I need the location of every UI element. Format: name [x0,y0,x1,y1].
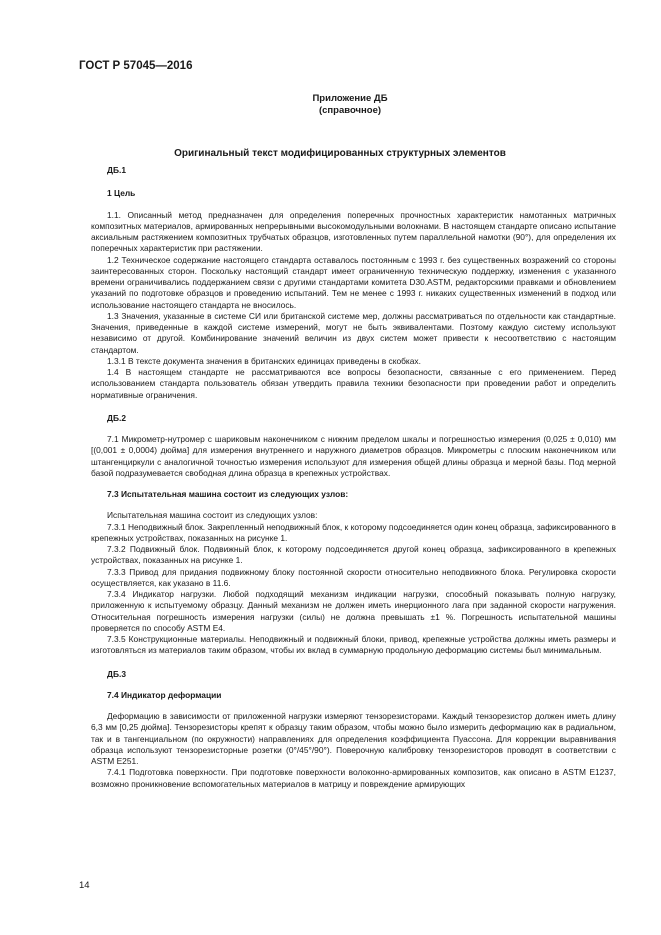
appendix-subtitle: (справочное) [318,105,382,116]
section-db1-heading: ДБ.1 [107,165,126,175]
main-title: Оригинальный текст модифицированных структурных элементов [174,148,506,159]
section-db2-heading: ДБ.2 [107,412,126,423]
paragraph-7-4-1: 7.4.1 Подготовка поверхности. При подготовке поверхности волоконно-армированных композитов, как описано в ASTM E1237, возможно проникновение вспомогательных материалов в матрицу и повреждение армирующих [91,767,616,789]
paragraph-7-3-intro: Испытательная машина состоит из следующих узлов: [107,510,318,521]
paragraph-1-3: 1.3 Значения, указанные в системе СИ или британской системе мер, должны рассматриваться по отдельности как стандартные. Значения, приведенные в каждой системе измерений, могут не быть эквивалентами. Поэтому каждую систему используют независимо от другой. Комбинирование значений величин из двух систем может привести к несоответствию с настоящим стандартом. [91,310,616,355]
paragraph-7-1: 7.1 Микрометр-нутромер с шариковым наконечником с нижним пределом шкалы и погрешностью измерения (0,025 ± 0,010) мм [(0,001 ± 0,0004) дюйма] для измерения внутреннего и наружного диаметров образцов. Микрометры с плоским наконечником или штангенциркули с аналогичной точностью измерения используют для измерения общей длины образца и мерной базы. Под мерной базой подразумевается свободная длина образца в крепежных устройствах. [91,434,616,478]
paragraph-7-3-3: 7.3.3 Привод для придания подвижному блоку постоянной скорости относительно неподвижного блока. Регулировка скорости осуществляется, как указано в 11.6. [91,566,616,588]
document-body [91,165,616,790]
paragraph-7-3-4: 7.3.4 Индикатор нагрузки. Любой подходящий механизм индикации нагрузки, способный показывать полную нагрузку, приложенную к испытуемому образцу. Данный механизм не должен иметь инерционного лага при заданной скорости нагружения. Относительная погрешность измерения нагрузки (силы) не должна превышать ±1 %. Погрешность испытательной машины проверяется по способу ASTM E4. [91,589,616,633]
section-1-title: 1 Цель [107,188,136,199]
paragraph-7-4: Деформацию в зависимости от приложенной нагрузки измеряют тензорезисторами. Каждый тензорезистор должен иметь длину 6,3 мм [0,25 дюйма]. Тензорезисторы крепят к образцу таким образом, чтобы можно было измерить деформацию как в радиальном, так и в тангенциальном (по окружности) направлениях для определения коэффициента Пуассона. Для коррекции выравнивания образца используют тензорезисторные розетки (0°/45°/90°). Поверочную калибровку тензорезисторов проводят в соответствии с ASTM E251. [91,711,616,766]
paragraph-7-3-1: 7.3.1 Неподвижный блок. Закрепленный неподвижный блок, к которому подсоединяется один конец образца, зафиксированного в крепежных устройствах, показанных на рисунке 1. [91,521,616,543]
paragraph-1-2: 1.2 Техническое содержание настоящего стандарта оставалось постоянным с 1993 г. без существенных возражений со стороны заинтересованных сторон. Поскольку настоящий стандарт имеет ограниченную техническую поддержку, изменения с указанного времени ограничивались поддержанием связи с другими стандартами комитета D30.ASTM, редакторскими правками и обновлением указаний по подготовке образцов и проведению испытаний. Тем не менее с 1993 г. никаких существенных изменений в подход или использование настоящего стандарта не вносилось. [91,254,616,310]
paragraph-1-3-1: 1.3.1 В тексте документа значения в британских единицах приведены в скобках. [107,355,421,366]
paragraph-1-4: 1.4 В настоящем стандарте не рассматриваются все вопросы безопасности, связанные с его применением. Перед использованием стандарта пользователь обязан утвердить правила техники безопасности при проведении работ и определить нормативные ограничения. [91,367,616,400]
section-7-4-title: 7.4 Индикатор деформации [107,689,222,700]
standard-header: ГОСТ Р 57045—2016 [79,60,193,72]
section-db3-heading: ДБ.3 [107,668,126,679]
page-number: 14 [79,880,90,891]
paragraph-7-3-2: 7.3.2 Подвижный блок. Подвижный блок, к которому подсоединяется другой конец образца, зафиксированного в крепежных устройствах, показанных на рисунке 1. [91,544,616,566]
paragraph-7-3-5: 7.3.5 Конструкционные материалы. Неподвижный и подвижный блоки, привод, крепежные устройства должны иметь размеры и изготовляться из материалов таким образом, чтобы их вклад в суммарную продольную деформацию системы был минимальным. [91,634,616,656]
paragraph-1-1: 1.1. Описанный метод предназначен для определения поперечных прочностных характеристик намотанных матричных композитных материалов, армированных непрерывными высокомодульными волокнами. В настоящем стандарте описано испытание аксиальным растяжением композитных трубчатых образцов, изготовленных путем параллельной намотки (90°), для определения их поперечных характеристик при растяжении. [91,209,616,254]
appendix-title: Приложение ДБ [312,93,388,104]
section-7-3-title: 7.3 Испытательная машина состоит из следующих узлов: [107,489,349,499]
